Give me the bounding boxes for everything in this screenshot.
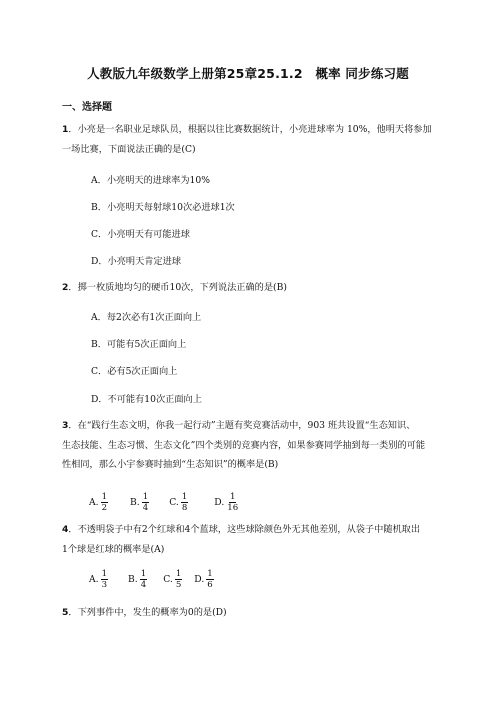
question-4 (62, 520, 442, 559)
question-line (62, 278, 442, 298)
fraction (101, 492, 108, 513)
numerator: 1 (229, 492, 236, 502)
option-c (163, 569, 182, 590)
option-label: A. (89, 574, 99, 585)
option-a: A．小亮明天的进球率为10% (91, 175, 210, 186)
fraction-options (89, 492, 257, 513)
option-a: A．每2次必有1次正面向上 (91, 312, 202, 323)
denominator: 5 (175, 580, 182, 590)
question-text: ．下列事件中，发生的概率为0的是(D) (68, 607, 227, 618)
option-c: C．小亮明天有可能进球 (91, 229, 190, 240)
question-number: 2 (62, 282, 69, 293)
option-label: C. (163, 574, 173, 585)
question-number: 3 (62, 420, 69, 431)
denominator: 4 (142, 503, 149, 513)
option-d (194, 569, 213, 590)
question-2 (62, 278, 442, 298)
denominator: 3 (101, 580, 108, 590)
option-b: B．可能有5次正面向上 (91, 339, 187, 350)
question-line (62, 520, 442, 540)
question-line: 1个球是红球的概率是(A) (62, 543, 165, 555)
option-c: C．必有5次正面向上 (91, 366, 178, 377)
question-text: ．不透明袋子中有2个红球和4个蓝球，这些球除颜色外无其他差别，从袋子中随机取出 (68, 524, 421, 535)
numerator: 1 (175, 569, 182, 579)
numerator: 1 (142, 492, 149, 502)
question-number: 5 (62, 607, 69, 618)
question-5 (62, 603, 442, 623)
option-b: B．小亮明天每射球10次必进球1次 (91, 202, 235, 213)
question-line (62, 120, 442, 140)
option-a (89, 492, 108, 513)
fraction (181, 492, 188, 513)
numerator: 1 (101, 492, 108, 502)
fraction (206, 569, 213, 590)
denominator: 6 (207, 580, 213, 590)
question-3 (62, 416, 442, 475)
fraction (140, 569, 147, 590)
document-title: 人教版九年级数学上册第25章25.1.2 概率 同步练习题 (87, 66, 409, 81)
denominator: 8 (181, 503, 188, 513)
option-b (128, 569, 147, 590)
option-d: D．不可能有10次正面向上 (91, 394, 202, 405)
option-label: C. (169, 497, 179, 508)
fraction (101, 569, 108, 590)
fraction (142, 492, 149, 513)
numerator: 1 (207, 569, 213, 579)
option-label: B. (128, 574, 138, 585)
question-line: 一场比赛，下面说法正确的是(C) (62, 143, 196, 155)
question-line: 性相同，那么小宇参赛时抽到“生态知识”的概率是(B) (62, 459, 279, 470)
denominator: 2 (101, 503, 108, 513)
option-label: D. (194, 574, 205, 585)
section-heading: 一、选择题 (62, 102, 112, 113)
option-b (130, 492, 149, 513)
option-label: B. (130, 497, 140, 508)
question-text: ．在“践行生态文明，你我一起行动”主题有奖竞赛活动中，903 班共设置“生态知识、 (68, 420, 416, 431)
question-number: 4 (62, 524, 69, 535)
fraction-options (89, 569, 232, 590)
numerator: 1 (181, 492, 188, 502)
question-1 (62, 120, 442, 159)
question-text: ．掷一枚质地均匀的硬币10次，下列说法正确的是(B) (68, 282, 287, 293)
question-line (62, 416, 442, 436)
option-d: D．小亮明天肯定进球 (91, 256, 182, 267)
option-c (169, 492, 188, 513)
question-line: 生态技能、生态习惯、生态文化”四个类别的竞赛内容，如果参赛同学抽到每一类别的可能 (62, 439, 426, 451)
denominator: 4 (140, 580, 147, 590)
option-label: A. (89, 497, 99, 508)
question-number: 1 (62, 124, 69, 135)
option-label: D. (214, 497, 225, 508)
question-line (62, 603, 442, 623)
fraction (175, 569, 182, 590)
option-a (89, 569, 108, 590)
denominator: 16 (227, 503, 239, 513)
numerator: 1 (140, 569, 147, 579)
fraction (226, 492, 239, 513)
numerator: 1 (101, 569, 108, 579)
question-text: ．小亮是一名职业足球队员，根据以往比赛数据统计，小亮进球率为 10%，他明天将参加 (68, 124, 432, 135)
option-d (214, 492, 239, 513)
